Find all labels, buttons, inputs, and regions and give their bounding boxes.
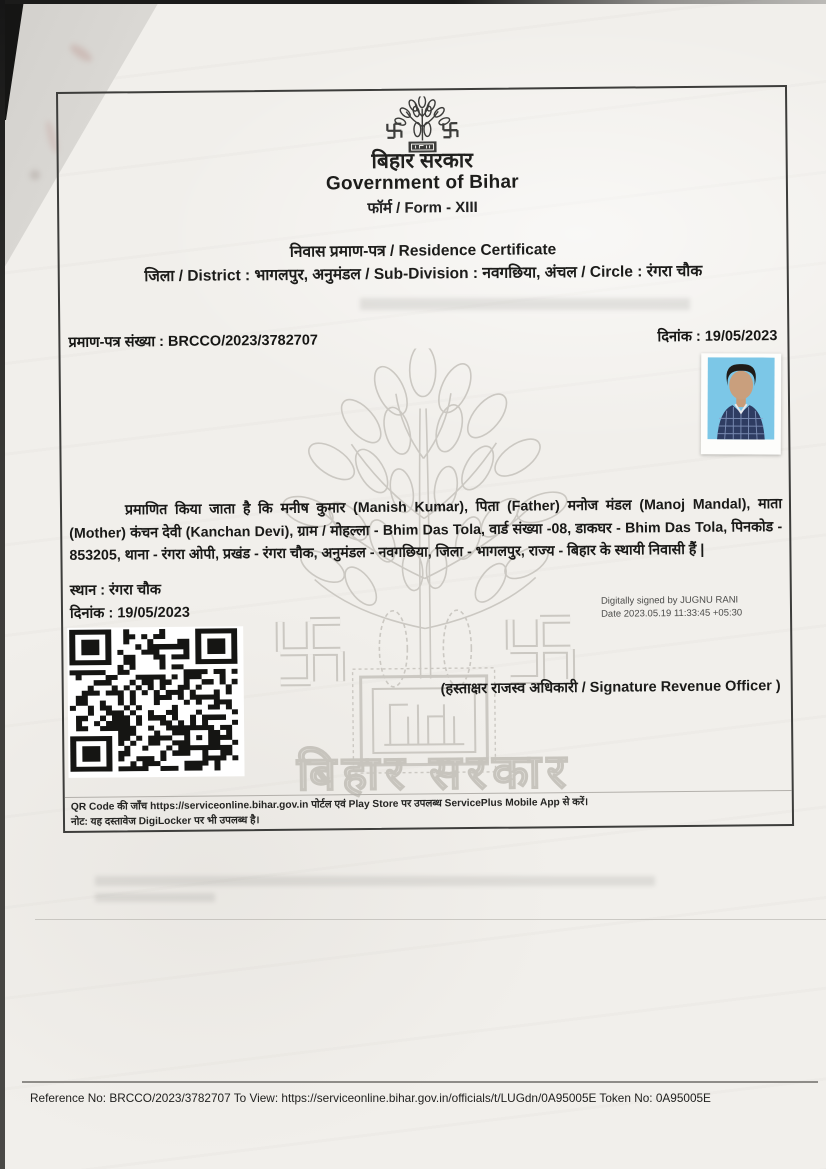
qr-code <box>67 626 244 778</box>
bleed-through-text <box>95 876 655 886</box>
qr-verification-note: QR Code की जाँच https://serviceonline.bihar.gov.in पोर्टल एवं Play Store पर उपलब्ध ServicePlus Mobile App से करें। <box>70 796 589 813</box>
digital-signature-line2: Date 2023.05.19 11:33:45 +05:30 <box>600 607 743 620</box>
scanner-edge-left <box>0 0 5 1169</box>
certificate-frame <box>56 85 794 833</box>
faint-rule <box>35 919 826 920</box>
org-name-english: Government of Bihar <box>325 171 519 195</box>
certificate-number: प्रमाण-पत्र संख्या : BRCCO/2023/3782707 <box>68 332 319 351</box>
digital-signature-text <box>601 593 742 620</box>
bihar-emblem-icon <box>374 96 471 153</box>
document-title: निवास प्रमाण-पत्र / Residence Certificate <box>289 241 557 261</box>
digilocker-note: नोट: यह दस्तावेज DigiLocker पर भी उपलब्ध है। <box>70 814 260 828</box>
certificate-body-text: प्रमाणित किया जाता है कि मनीष कुमार (Manish Kumar), पिता (Father) मनोज मंडल (Manoj Mandal), माता (Mother) कंचन देवी (Kanchan Devi), ग्राम / मोहल्ला - Bhim Das Tola, वार्ड संख्या -08, डाकघर - Bhim Das Tola, पिनकोड - 853205, थाना - रंगरा ओपी, प्रखंड - रंगरा चौक, अनुमंडल - नवगछिया, जिला - भागलपुर, राज्य - बिहार के स्थायी निवासी हैं | <box>69 496 783 565</box>
bead-garland <box>379 611 408 687</box>
swastika-icon <box>387 124 401 138</box>
org-name-hindi: बिहार सरकार <box>371 149 473 173</box>
issue-date: दिनांक : 19/05/2023 <box>657 328 778 346</box>
reference-line: Reference No: BRCCO/2023/3782707 To View: https://serviceonline.bihar.gov.in/officials/t/LUGdn/0A95005E Token No: 0A95005E <box>30 1091 711 1105</box>
digital-signature-line1: Digitally signed by JUGNU RANI <box>600 594 739 607</box>
footer-rule <box>22 1081 818 1083</box>
bleed-through-text <box>95 893 215 902</box>
swastika-watermark-right <box>510 619 571 680</box>
watermark-leaves <box>278 346 572 611</box>
signature-caption: (हस्ताक्षर राजस्व अधिकारी / Signature Revenue Officer ) <box>440 678 781 698</box>
swastika-watermark-left <box>280 621 341 682</box>
bead-garland <box>443 610 472 686</box>
scanner-edge-top <box>0 0 826 4</box>
applicant-photo <box>701 353 781 454</box>
swastika-icon <box>443 123 457 137</box>
footer-notes <box>71 794 786 830</box>
place-line: स्थान : रंगरा चौक <box>69 582 162 599</box>
watermark-text: बिहार सरकार <box>296 744 573 800</box>
district-subdivision-circle: जिला / District : भागलपुर, अनुमंडल / Sub-Division : नवगछिया, अंचल / Circle : रंगरा चौक <box>144 262 703 286</box>
date-line: दिनांक : 19/05/2023 <box>69 604 190 622</box>
ink-smudge <box>30 170 40 180</box>
form-number: फॉर्म / Form - XIII <box>367 198 478 218</box>
